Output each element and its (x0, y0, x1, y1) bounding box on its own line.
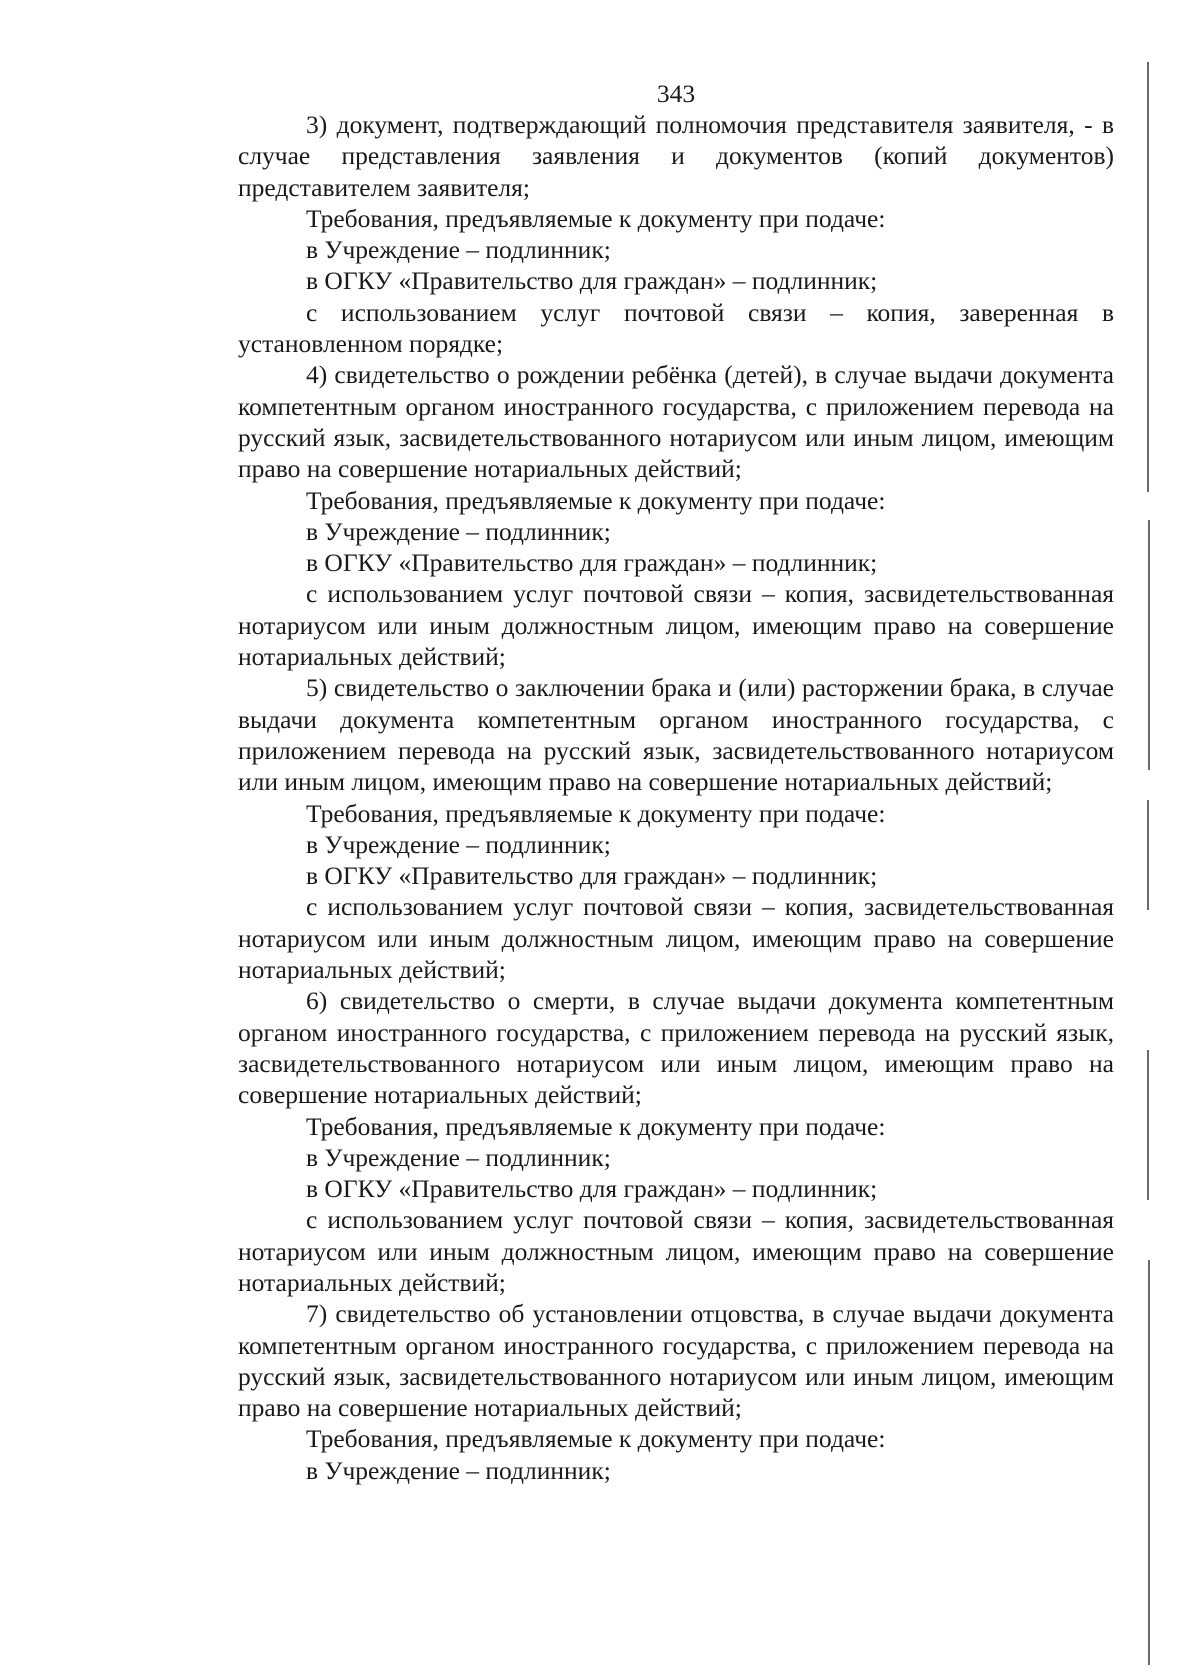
scan-edge-line (1147, 1050, 1149, 1200)
paragraph: в Учреждение – подлинник; (306, 1142, 611, 1172)
paragraph: с использованием услуг почтовой связи – копия, засвидетельствованная нотариусом или иным должностным лицом, имеющим право на совершение нотариальных действий; (238, 892, 1114, 985)
scan-edge-line (1148, 520, 1150, 770)
scan-edge-line (1148, 1260, 1150, 1665)
paragraph: с использованием услуг почтовой связи – копия, засвидетельствованная нотариусом или иным должностным лицом, имеющим право на совершение нотариальных действий; (238, 579, 1114, 672)
paragraph: 7) свидетельство об установлении отцовства, в случае выдачи документа компетентным органом иностранного государства, с приложением перевода на русский язык, засвидетельствованного нотариусом или иным лицом, имеющим право на совершение нотариальных действий; (238, 1299, 1114, 1423)
page-number: 343 (656, 79, 696, 108)
paragraph: Требования, предъявляемые к документу при подаче: (306, 1424, 886, 1454)
paragraph: в ОГКУ «Правительство для граждан» – подлинник; (306, 1174, 878, 1204)
paragraph: Требования, предъявляемые к документу при подаче: (306, 1111, 886, 1141)
document-page (238, 78, 1114, 1486)
paragraph: в Учреждение – подлинник; (306, 235, 611, 265)
paragraph: Требования, предъявляемые к документу при подаче: (306, 798, 886, 828)
scan-edge-line (1147, 62, 1149, 492)
paragraph: 6) свидетельство о смерти, в случае выдачи документа компетентным органом иностранного государства, с приложением перевода на русский язык, засвидетельствованного нотариусом или иным лицом, имеющим право на совершение нотариальных действий; (238, 986, 1114, 1110)
paragraph: с использованием услуг почтовой связи – копия, засвидетельствованная нотариусом или иным должностным лицом, имеющим право на совершение нотариальных действий; (238, 1205, 1114, 1297)
paragraph: с использованием услуг почтовой связи – копия, заверенная в установленном порядке; (238, 297, 1114, 359)
paragraph: в ОГКУ «Правительство для граждан» – подлинник; (306, 861, 878, 891)
paragraph: Требования, предъявляемые к документу при подаче: (306, 485, 886, 515)
paragraph: в Учреждение – подлинник; (306, 516, 611, 546)
paragraph: 4) свидетельство о рождении ребёнка (детей), в случае выдачи документа компетентным органом иностранного государства, с приложением перевода на русский язык, засвидетельствованного нотариусом или иным лицом, имеющим право на совершение нотариальных действий; (238, 360, 1114, 484)
paragraph: в Учреждение – подлинник; (306, 1455, 611, 1485)
paragraph: в Учреждение – подлинник; (306, 829, 611, 859)
paragraph: 3) документ, подтверждающий полномочия представителя заявителя, - в случае представления заявления и документов (копий документов) представителем заявителя; (238, 110, 1114, 202)
paragraph: 5) свидетельство о заключении брака и (или) расторжении брака, в случае выдачи документа компетентным органом иностранного государства, с приложением перевода на русский язык, засвидетельствованного нотариусом или иным лицом, имеющим право на совершение нотариальных действий; (238, 673, 1114, 797)
paragraph: Требования, предъявляемые к документу при подаче: (306, 203, 886, 233)
paragraph: в ОГКУ «Правительство для граждан» – подлинник; (306, 548, 878, 578)
scan-edge-line (1147, 800, 1149, 910)
paragraph: в ОГКУ «Правительство для граждан» – подлинник; (306, 266, 878, 296)
